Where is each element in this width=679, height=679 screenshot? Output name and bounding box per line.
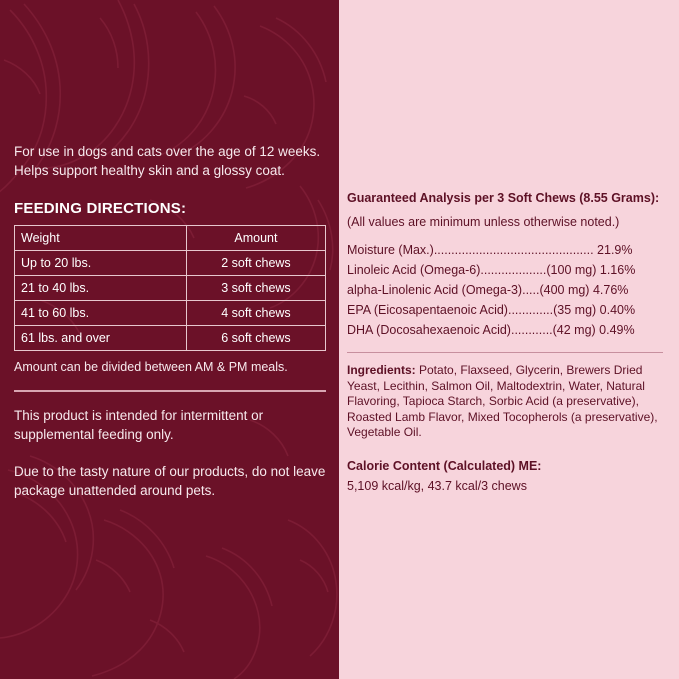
feeding-directions-title: FEEDING DIRECTIONS: xyxy=(14,200,187,217)
analysis-row-linoleic-acid: Linoleic Acid (Omega-6)...................(100 mg) 1.16% xyxy=(347,263,636,277)
analysis-row-epa: EPA (Eicosapentaenoic Acid).............(35 mg) 0.40% xyxy=(347,303,636,317)
table-row xyxy=(15,301,326,326)
section-divider xyxy=(14,390,326,392)
analysis-row-moisture: Moisture (Max.).............................................. 21.9% xyxy=(347,243,633,257)
analysis-row-alpha-linolenic-acid: alpha-Linolenic Acid (Omega-3).....(400 mg) 4.76% xyxy=(347,283,629,297)
right-panel-content xyxy=(347,190,669,493)
package-safety-statement: Due to the tasty nature of our products, do not leave package unattended around pets. xyxy=(14,464,326,498)
guaranteed-analysis-note: (All values are minimum unless otherwise noted.) xyxy=(347,215,620,229)
feeding-directions-table xyxy=(14,225,326,351)
feeding-table-note: Amount can be divided between AM & PM meals. xyxy=(14,360,288,374)
guaranteed-analysis-title: Guaranteed Analysis per 3 Soft Chews (8.55 Grams): xyxy=(347,191,660,205)
cell-amount: 3 soft chews xyxy=(186,276,325,301)
cell-amount: 4 soft chews xyxy=(186,301,325,326)
right-panel xyxy=(339,0,679,679)
table-row xyxy=(15,276,326,301)
calorie-content-title: Calorie Content (Calculated) ME: xyxy=(347,458,542,473)
analysis-row-dha: DHA (Docosahexaenoic Acid)............(42 mg) 0.49% xyxy=(347,323,635,337)
cell-amount: 6 soft chews xyxy=(186,326,325,351)
cell-weight: 21 to 40 lbs. xyxy=(15,276,187,301)
column-header-amount: Amount xyxy=(186,226,325,251)
ingredients-divider xyxy=(347,352,663,353)
cell-weight: Up to 20 lbs. xyxy=(15,251,187,276)
ingredients-label: Ingredients: xyxy=(347,363,416,377)
calorie-content-value: 5,109 kcal/kg, 43.7 kcal/3 chews xyxy=(347,478,527,493)
left-panel xyxy=(0,0,339,679)
ingredients-paragraph xyxy=(347,363,669,441)
column-header-weight: Weight xyxy=(15,226,187,251)
intermittent-feeding-statement: This product is intended for intermittent or supplemental feeding only. xyxy=(14,408,264,442)
cell-weight: 41 to 60 lbs. xyxy=(15,301,187,326)
table-row xyxy=(15,251,326,276)
table-row xyxy=(15,326,326,351)
left-panel-content xyxy=(14,142,330,500)
table-header-row xyxy=(15,226,326,251)
usage-intro-text: For use in dogs and cats over the age of 12 weeks. Helps support healthy skin and a glossy coat. xyxy=(14,144,321,178)
cell-weight: 61 lbs. and over xyxy=(15,326,187,351)
cell-amount: 2 soft chews xyxy=(186,251,325,276)
ingredients-text: Potato, Flaxseed, Glycerin, Brewers Dried Yeast, Lecithin, Salmon Oil, Maltodextrin, Water, Natural Flavoring, Tapioca Starch, Sorbic Acid (a preservative), Roasted Lamb Flavor, Mixed Tocopherols (a preservative), Vegetable Oil. xyxy=(347,363,658,439)
